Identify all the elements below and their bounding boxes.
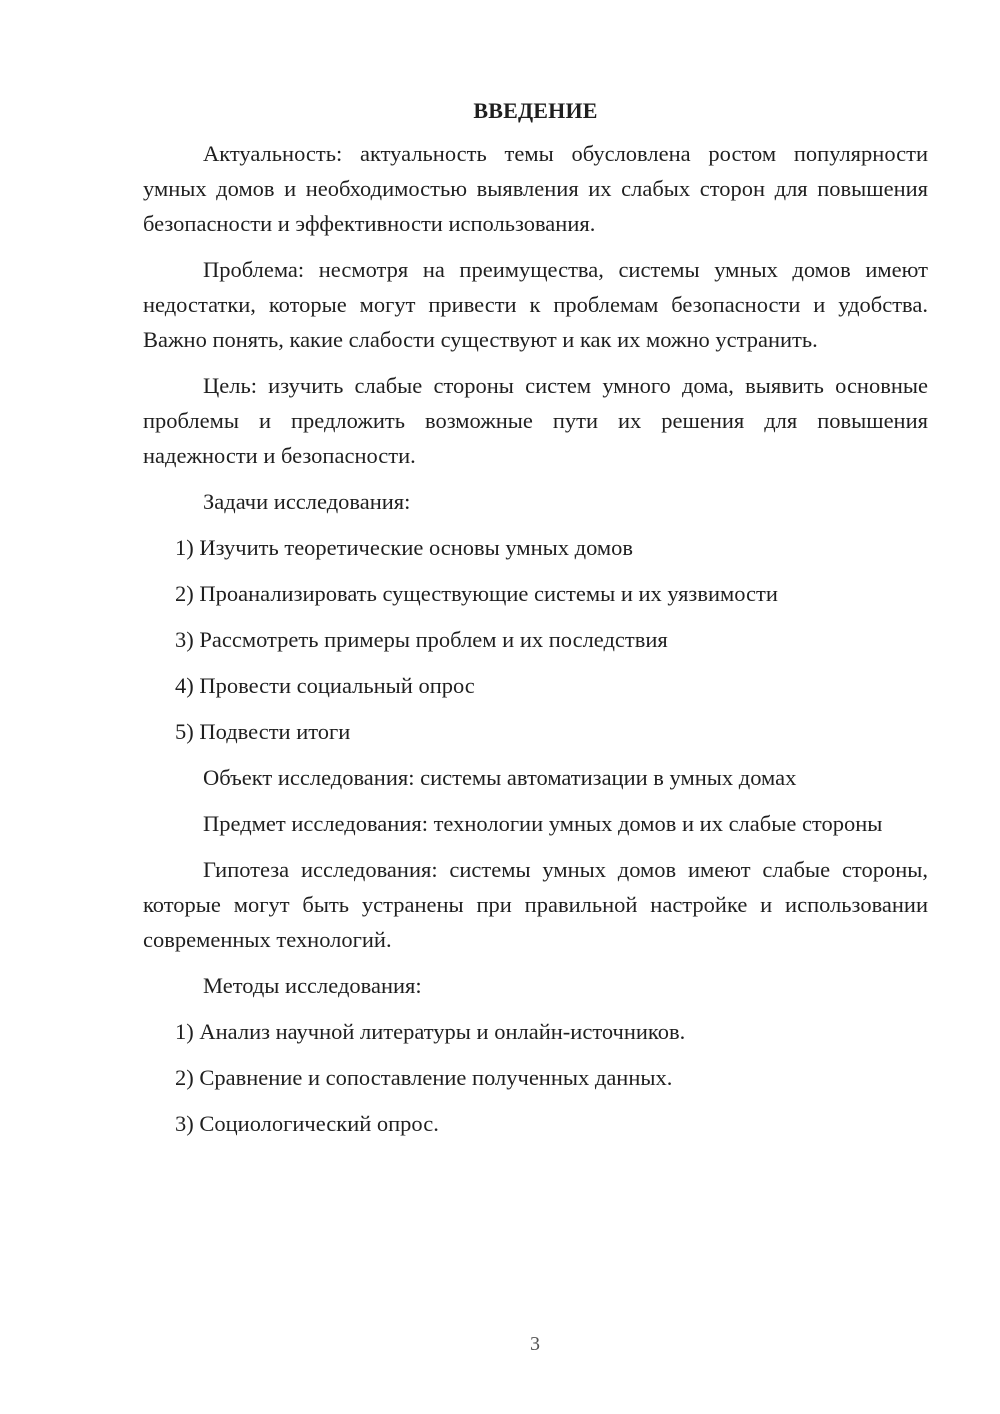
- subject-paragraph: Предмет исследования: технологии умных домов и их слабые стороны: [203, 811, 883, 836]
- goal-paragraph: Цель: изучить слабые стороны систем умного дома, выявить основные проблемы и предложить возможные пути их решения для повышения надежности и безопасности.: [143, 373, 928, 468]
- method-item: 2) Сравнение и сопоставление полученных данных.: [175, 1065, 673, 1090]
- relevance-paragraph: Актуальность: актуальность темы обусловлена ростом популярности умных домов и необходимостью выявления их слабых сторон для повышения безопасности и эффективности использования.: [143, 141, 928, 236]
- method-item: 3) Социологический опрос.: [175, 1111, 439, 1136]
- task-item: 3) Рассмотреть примеры проблем и их последствия: [175, 627, 668, 652]
- methods-heading: Методы исследования:: [203, 973, 422, 998]
- hypothesis-paragraph: Гипотеза исследования: системы умных домов имеют слабые стороны, которые могут быть устранены при правильной настройке и использовании современных технологий.: [143, 857, 928, 952]
- page-number: 3: [530, 1333, 540, 1355]
- task-item: 2) Проанализировать существующие системы и их уязвимости: [175, 581, 778, 606]
- task-item: 1) Изучить теоретические основы умных домов: [175, 535, 634, 560]
- task-item: 4) Провести социальный опрос: [175, 673, 475, 698]
- task-item: 5) Подвести итоги: [175, 719, 351, 744]
- object-line: Объект исследования: системы автоматизации в умных домах: [203, 765, 797, 790]
- tasks-heading: Задачи исследования:: [203, 489, 411, 514]
- page-content: [143, 96, 928, 1152]
- problem-paragraph: Проблема: несмотря на преимущества, системы умных домов имеют недостатки, которые могут привести к проблемам безопасности и удобства. Важно понять, какие слабости существуют и как их можно устранить.: [143, 257, 928, 352]
- method-item: 1) Анализ научной литературы и онлайн-источников.: [175, 1019, 686, 1044]
- section-title: ВВЕДЕНИЕ: [473, 98, 598, 123]
